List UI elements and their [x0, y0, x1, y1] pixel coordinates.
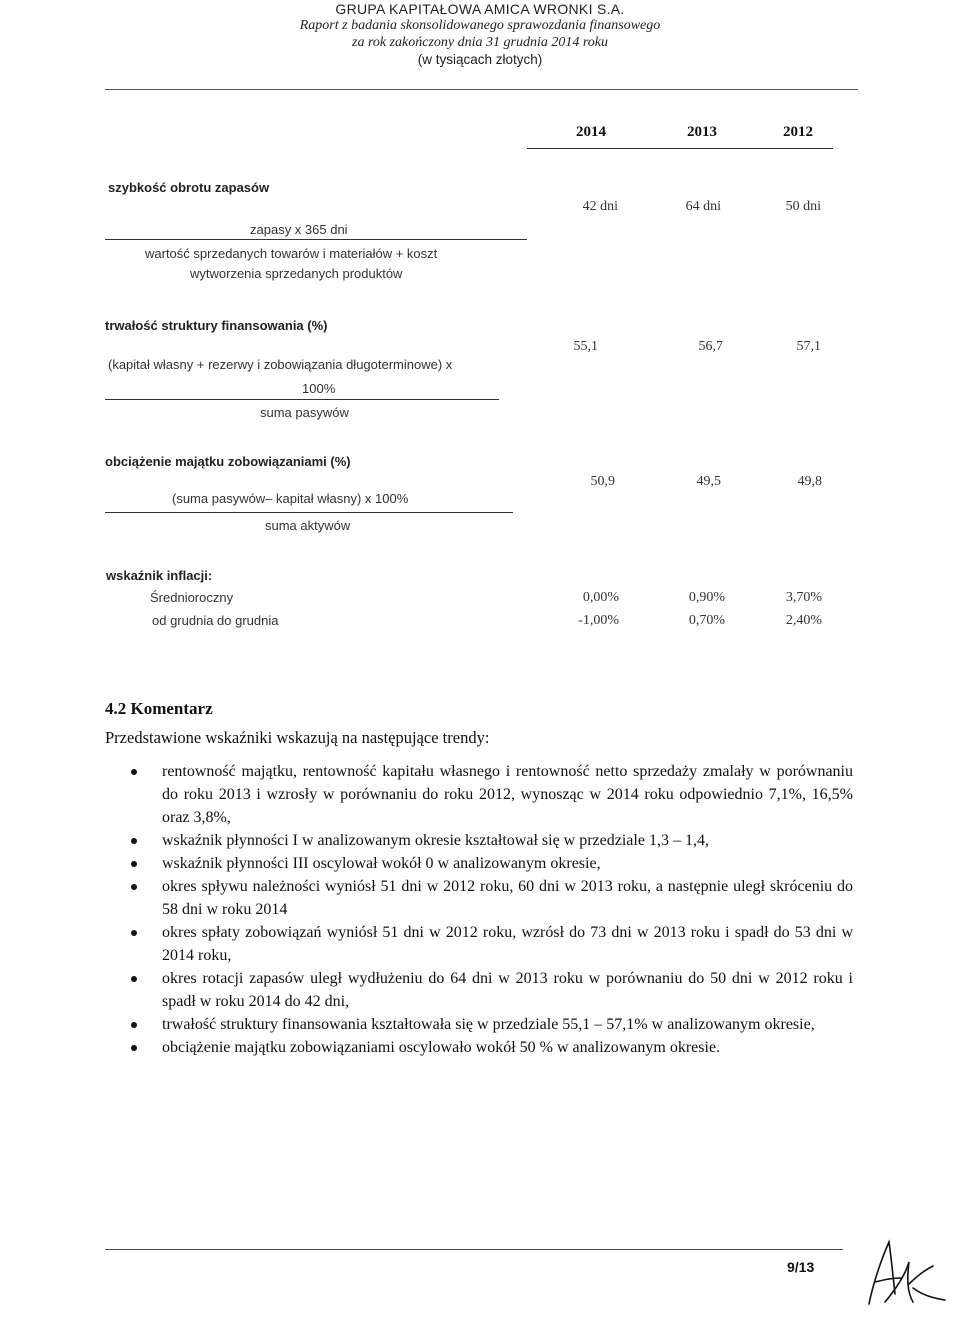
list-item [131, 875, 853, 921]
section-title: 4.2 Komentarz [105, 699, 213, 718]
ratio-numerator: 100% [302, 381, 336, 396]
fraction-line [105, 399, 499, 400]
list-item-text: okres spływu należności wyniósł 51 dni w 2012 roku, 60 dni w 2013 roku, a następnie uległ skróceniu do 58 dni w roku 2014 [162, 878, 853, 918]
ratio-label-inventory-turnover: szybkość obrotu zapasów [108, 180, 270, 195]
value-2013: 56,7 [698, 339, 723, 354]
value-2014: 55,1 [573, 339, 598, 354]
ratio-denominator: wytworzenia sprzedanych produktów [190, 266, 403, 281]
value-2012: 57,1 [796, 339, 821, 354]
ratio-denominator: suma pasywów [260, 405, 349, 420]
value-2013: 0,70% [688, 613, 725, 628]
value-2013: 64 dni [685, 199, 721, 214]
ratio-numerator: (kapitał własny + rezerwy i zobowiązania długoterminowe) x [108, 357, 453, 372]
signature-icon [855, 1232, 950, 1317]
value-2013: 49,5 [696, 474, 721, 489]
year-header-2014: 2014 [576, 124, 606, 140]
bullet-icon [131, 769, 137, 775]
list-item [131, 852, 853, 875]
fraction-line [105, 512, 513, 513]
report-period: za rok zakończony dnia 31 grudnia 2014 roku [352, 35, 608, 50]
list-item [131, 1013, 853, 1036]
report-title: Raport z badania skonsolidowanego sprawozdania finansowego [299, 18, 661, 33]
header-divider [105, 89, 858, 90]
value-2014: 42 dni [582, 199, 618, 214]
page-number: 9/13 [787, 1259, 815, 1275]
list-item-text: wskaźnik płynności III oscylował wokół 0 w analizowanym okresie, [162, 855, 601, 872]
list-item-text: trwałość struktury finansowania kształtowała się w przedziale 55,1 – 57,1% w analizowanym okresie, [162, 1016, 815, 1033]
currency-unit: (w tysiącach złotych) [417, 52, 543, 67]
ratio-denominator: wartość sprzedanych towarów i materiałów + koszt [145, 246, 438, 261]
company-name: GRUPA KAPITAŁOWA AMICA WRONKI S.A. [335, 1, 625, 17]
year-header-2012: 2012 [783, 124, 813, 140]
bullet-icon [131, 861, 137, 867]
list-item-text: wskaźnik płynności I w analizowanym okresie kształtował się w przedziale 1,3 – 1,4, [162, 832, 709, 849]
value-2012: 50 dni [785, 199, 821, 214]
trend-list [131, 760, 853, 1059]
value-2012: 2,40% [785, 613, 822, 628]
bullet-icon [131, 884, 137, 890]
value-2013: 0,90% [688, 590, 725, 605]
list-item-text: okres spłaty zobowiązań wyniósł 51 dni w 2012 roku, wzrósł do 73 dni w 2013 roku i spadł do 53 dni w 2014 roku, [162, 924, 853, 964]
bullet-icon [131, 976, 137, 982]
ratio-label-debt-burden: obciążenie majątku zobowiązaniami (%) [105, 454, 351, 469]
value-2014: -1,00% [578, 613, 619, 628]
inflation-row-label-dec: od grudnia do grudnia [152, 613, 279, 628]
list-item [131, 921, 853, 967]
bullet-icon [131, 838, 137, 844]
intro-text: Przedstawione wskaźniki wskazują na następujące trendy: [105, 728, 490, 747]
value-2012: 3,70% [785, 590, 822, 605]
inflation-label: wskaźnik inflacji: [106, 568, 213, 583]
inflation-row-label-annual: Średnioroczny [150, 590, 234, 605]
list-item-text: okres rotacji zapasów uległ wydłużeniu do 64 dni w 2013 roku w porównaniu do 50 dni w 2012 roku i spadł w roku 2014 do 42 dni, [162, 970, 853, 1010]
year-header-rule [527, 148, 833, 149]
list-item-text: rentowność majątku, rentowność kapitału własnego i rentowność netto sprzedaży zmalały w porównaniu do roku 2013 i wzrosły w porównaniu do roku 2012, wynosząc w 2014 roku odpowiednio 7,1%, 16,5% oraz 3,8%, [162, 763, 853, 826]
list-item [131, 1036, 853, 1059]
list-item-text: obciążenie majątku zobowiązaniami oscylowało wokół 50 % w analizowanym okresie. [162, 1039, 721, 1056]
value-2014: 50,9 [590, 474, 615, 489]
bullet-icon [131, 1022, 137, 1028]
list-item [131, 967, 853, 1013]
ratio-denominator: suma aktywów [265, 518, 351, 533]
year-header-2013: 2013 [687, 124, 717, 140]
value-2014: 0,00% [582, 590, 619, 605]
list-item [131, 760, 853, 829]
bullet-icon [131, 1045, 137, 1051]
bullet-icon [131, 930, 137, 936]
ratio-label-financing-structure: trwałość struktury finansowania (%) [105, 318, 328, 333]
ratio-numerator: (suma pasywów– kapitał własny) x 100% [172, 491, 409, 506]
list-item [131, 829, 853, 852]
value-2012: 49,8 [797, 474, 822, 489]
fraction-line [105, 239, 527, 240]
ratio-numerator: zapasy x 365 dni [250, 222, 348, 237]
footer-divider [105, 1249, 843, 1250]
